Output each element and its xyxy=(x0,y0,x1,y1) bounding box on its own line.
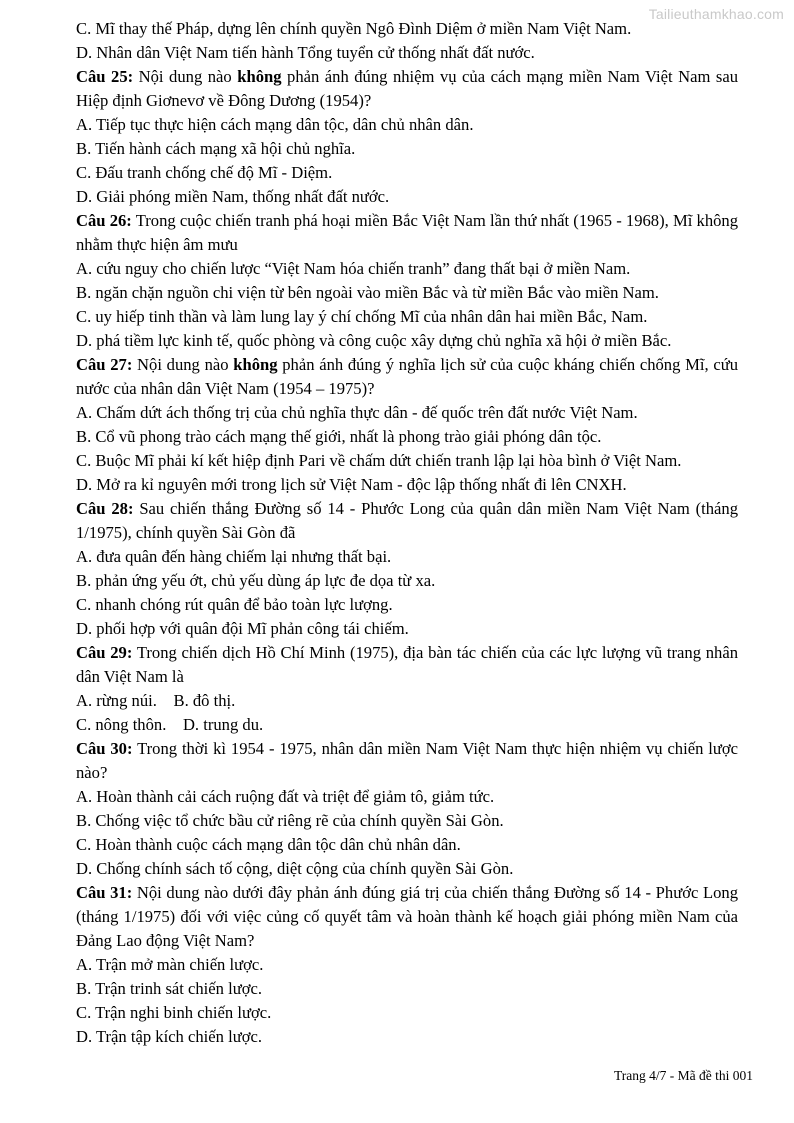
question-31 xyxy=(76,881,738,953)
option-a: A. đưa quân đến hàng chiếm lại nhưng thất bại. xyxy=(76,547,392,566)
option-d: D. Mở ra kỉ nguyên mới trong lịch sử Việt Nam - độc lập thống nhất đi lên CNXH. xyxy=(76,475,627,494)
option-c: C. Hoàn thành cuộc cách mạng dân tộc dân chủ nhân dân. xyxy=(76,835,461,854)
question-emphasis: không xyxy=(237,67,282,86)
question-text: Nội dung nào dưới đây phản ánh đúng giá trị của chiến thắng Đường số 14 - Phước Long (tháng 1/1975) đối với việc củng cố quyết tâm và hoàn thành kế hoạch giải phóng miền Nam của Đảng Lao động Việt Nam? xyxy=(76,883,738,950)
option-c: C. uy hiếp tinh thần và làm lung lay ý chí chống Mĩ của nhân dân hai miền Bắc, Nam. xyxy=(76,307,648,326)
option-d: D. Trận tập kích chiến lược. xyxy=(76,1027,262,1046)
option-b: B. phản ứng yếu ớt, chủ yếu dùng áp lực đe dọa từ xa. xyxy=(76,571,436,590)
question-label: Câu 29: xyxy=(76,643,133,662)
option-b: B. Chống việc tổ chức bầu cử riêng rẽ của chính quyền Sài Gòn. xyxy=(76,811,504,830)
question-text: Trong chiến dịch Hồ Chí Minh (1975), địa bàn tác chiến của các lực lượng vũ trang nhân dân Việt Nam là xyxy=(76,643,738,686)
option-c: C. Đấu tranh chống chế độ Mĩ - Diệm. xyxy=(76,163,333,182)
option-d: D. Chống chính sách tố cộng, diệt cộng của chính quyền Sài Gòn. xyxy=(76,859,514,878)
option-line: D. Nhân dân Việt Nam tiến hành Tổng tuyển cử thống nhất đất nước. xyxy=(76,43,535,62)
option-d: D. phối hợp với quân đội Mĩ phản công tái chiếm. xyxy=(76,619,409,638)
option-a: A. Tiếp tục thực hiện cách mạng dân tộc, dân chủ nhân dân. xyxy=(76,115,474,134)
option-a: A. Trận mở màn chiến lược. xyxy=(76,955,264,974)
option-c: C. nông thôn. xyxy=(76,715,167,734)
option-a: A. Chấm dứt ách thống trị của chủ nghĩa thực dân - đế quốc trên đất nước Việt Nam. xyxy=(76,403,638,422)
option-line: C. Mĩ thay thế Pháp, dựng lên chính quyền Ngô Đình Diệm ở miền Nam Việt Nam. xyxy=(76,19,632,38)
question-27 xyxy=(76,353,738,401)
question-26 xyxy=(76,209,738,257)
option-d: D. Giải phóng miền Nam, thống nhất đất nước. xyxy=(76,187,390,206)
option-b: B. ngăn chặn nguồn chi viện từ bên ngoài vào miền Bắc và từ miền Bắc vào miền Nam. xyxy=(76,283,659,302)
question-text: phản ánh đúng ý nghĩa lịch sử của cuộc kháng chiến chống Mĩ, cứu nước của nhân dân Việt Nam (1954 – 1975)? xyxy=(76,355,738,398)
option-row xyxy=(76,689,738,713)
question-29 xyxy=(76,641,738,689)
exam-page-content xyxy=(76,17,738,1049)
question-label: Câu 31: xyxy=(76,883,133,902)
option-b: B. đô thị. xyxy=(173,691,236,710)
question-text: Trong thời kì 1954 - 1975, nhân dân miền Nam Việt Nam thực hiện nhiệm vụ chiến lược nào? xyxy=(76,739,738,782)
question-text: Trong cuộc chiến tranh phá hoại miền Bắc Việt Nam lần thứ nhất (1965 - 1968), Mĩ không nhằm thực hiện âm mưu xyxy=(76,211,739,254)
question-label: Câu 30: xyxy=(76,739,133,758)
option-c: C. Buộc Mĩ phải kí kết hiệp định Pari về chấm dứt chiến tranh lập lại hòa bình ở Việt Nam. xyxy=(76,451,682,470)
option-c: C. nhanh chóng rút quân để bảo toàn lực lượng. xyxy=(76,595,393,614)
question-text: Nội dung nào xyxy=(133,67,238,86)
option-row xyxy=(76,713,738,737)
option-b: B. Trận trinh sát chiến lược. xyxy=(76,979,262,998)
option-d: D. phá tiềm lực kinh tế, quốc phòng và công cuộc xây dựng chủ nghĩa xã hội ở miền Bắc. xyxy=(76,331,672,350)
question-label: Câu 26: xyxy=(76,211,132,230)
option-a: A. cứu nguy cho chiến lược “Việt Nam hóa chiến tranh” đang thất bại ở miền Nam. xyxy=(76,259,631,278)
question-25 xyxy=(76,65,738,113)
option-d: D. trung du. xyxy=(182,715,264,734)
question-28 xyxy=(76,497,738,545)
option-b: B. Cổ vũ phong trào cách mạng thế giới, nhất là phong trào giải phóng dân tộc. xyxy=(76,427,602,446)
question-emphasis: không xyxy=(233,355,278,374)
question-text: phản ánh đúng nhiệm vụ của cách mạng miền Nam Việt Nam sau Hiệp định Giơnevơ về Đông Dương (1954)? xyxy=(76,67,738,110)
question-text: Nội dung nào xyxy=(132,355,234,374)
watermark: Tailieuthamkhao.com xyxy=(648,6,784,22)
question-label: Câu 27: xyxy=(76,355,133,374)
question-label: Câu 25: xyxy=(76,67,134,86)
question-text: Sau chiến thắng Đường số 14 - Phước Long của quân dân miền Nam Việt Nam (tháng 1/1975), chính quyền Sài Gòn đã xyxy=(76,499,739,542)
question-label: Câu 28: xyxy=(76,499,134,518)
option-c: C. Trận nghi binh chiến lược. xyxy=(76,1003,272,1022)
page-footer: Trang 4/7 - Mã đề thi 001 xyxy=(614,1068,753,1083)
question-30 xyxy=(76,737,738,785)
option-a: A. Hoàn thành cải cách ruộng đất và triệt để giảm tô, giảm tức. xyxy=(76,787,495,806)
option-b: B. Tiến hành cách mạng xã hội chủ nghĩa. xyxy=(76,139,356,158)
option-a: A. rừng núi. xyxy=(76,691,157,710)
